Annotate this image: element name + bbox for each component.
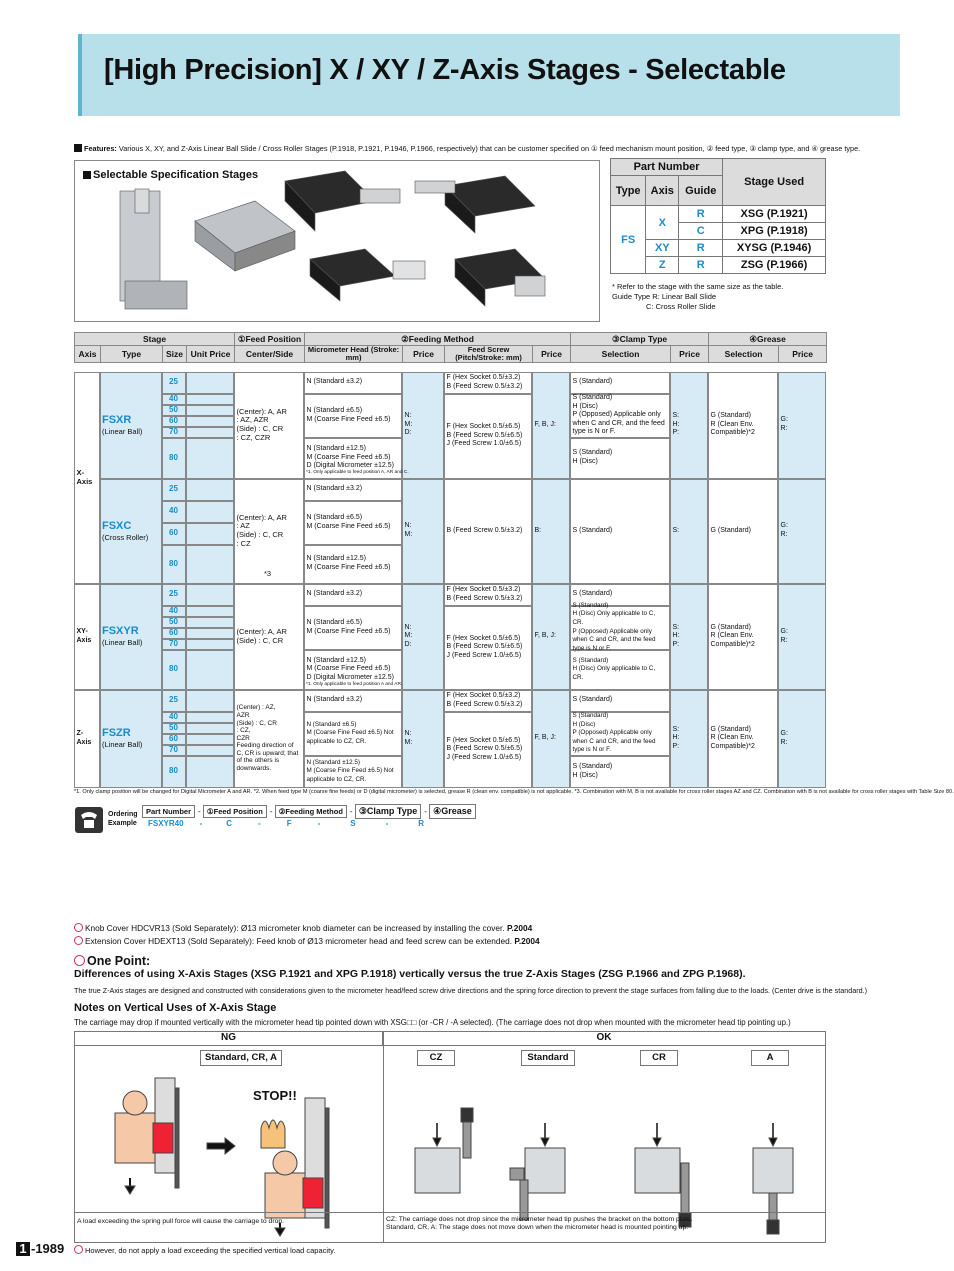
mh-note: *1. Only applicable to feed position A, AR and C. [306, 470, 409, 475]
mh-cell: N (Standard ±12.5) M (Coarse Fine Feed ±6.5) Not applicable to CZ, CR. [304, 756, 402, 788]
unit-price-cell [186, 628, 234, 639]
ok-header: OK [383, 1032, 825, 1046]
unit-price-cell [186, 438, 234, 479]
feed-position-cell: (Center): A, AR (Side) : C, CR [234, 584, 304, 690]
fs-cell: F (Hex Socket 0.5/±3.2) B (Feed Screw 0.5/±3.2) [444, 372, 532, 394]
size-cell: 50 [162, 723, 186, 734]
feed-position-cell: (Center): A, AR : AZ (Side) : C, CR : CZ [234, 479, 304, 584]
unit-price-cell [186, 617, 234, 628]
grease-cell: G (Standard) R (Clean Env. Compatible)*2 [708, 584, 778, 690]
fs-cell: F (Hex Socket 0.5/±6.5) B (Feed Screw 0.5/±6.5) J (Feed Screw 1.0/±6.5) [444, 394, 532, 479]
axis-cell: XY-Axis [74, 584, 100, 690]
feed-position-cell: (Center) : AZ, AZR (Side) : C, CR : CZ, CZR Feeding direction of C, CR is upward; that of the others is downwards. [234, 690, 304, 788]
ok-label-standard: Standard [521, 1050, 575, 1066]
price-cell: G: R: [778, 584, 826, 690]
unit-price-cell [186, 723, 234, 734]
pin-icon [74, 1245, 83, 1254]
part-table-note: * Refer to the stage with the same size as the table. Guide Type R: Linear Ball Slide C: Cross Roller Slide [612, 282, 784, 311]
mh-cell: N (Standard ±6.5) M (Coarse Fine Feed ±6.5) [304, 501, 402, 545]
size-cell: 70 [162, 745, 186, 756]
grease-cell: G (Standard) R (Clean Env. Compatible)*2 [708, 690, 778, 788]
clamp-cell: S (Standard) [570, 690, 670, 712]
grease-cell: G (Standard) [708, 479, 778, 584]
size-cell: 25 [162, 690, 186, 712]
spec-table: Stage ①Feed Position ②Feeding Method ③Clamp Type ④Grease Axis Type Size Unit Price Center/Side Micrometer Head (Stroke: mm) Price Feed Screw (Pitch/Stroke: mm) Price Selection Price Selection Price [74, 332, 827, 363]
type-cell: FS [611, 206, 646, 274]
mh-cell: N (Standard ±3.2) [304, 479, 402, 501]
size-cell: 40 [162, 501, 186, 523]
clamp-cell: S (Standard) H (Disc) P (Opposed) Applicable only when C and CR, and the feed type is N or F. [570, 394, 670, 438]
feed-position-cell: (Center): A, AR : AZ, AZR (Side) : C, CR : CZ, CZR [234, 372, 304, 479]
fs-cell: B (Feed Screw 0.5/±3.2) [444, 479, 532, 584]
price-cell: B: [532, 479, 570, 584]
size-cell: 60 [162, 628, 186, 639]
clamp-cell: S (Standard) H (Disc) Only applicable to C, CR. P (Opposed) Applicable only when C and CR, and the feed type is N or F. [570, 606, 670, 650]
footnotes: *1. Only clamp position will be changed for Digital Micrometer A and AR. *2. When feed type M (coarse fine feeds) or D (digital micrometer) is selected, grease R (clean env. compatible) is not applicable. *3. Combination with M, B is not available for cross roller stages AZ and CZ. Combination with B is not available for cross roller stages with Table Size 80. [74, 789, 954, 795]
page-number: 1 -1989 [16, 1241, 64, 1256]
size-cell: 25 [162, 372, 186, 394]
one-point-title: One Point: [74, 954, 150, 968]
features-line: Features: Various X, XY, and Z-Axis Linear Ball Slide / Cross Roller Stages (P.1918, P.1921, P.1946, P.1966, respectively) that can be customer specified on ① feed mechanism mount position, ② feed type, ③ clamp type, and ④ grease type. [74, 144, 834, 153]
price-cell: F, B, J: [532, 584, 570, 690]
price-cell: N: M: [402, 690, 444, 788]
vertical-notes-title: Notes on Vertical Uses of X-Axis Stage [74, 1002, 277, 1014]
ok-caption: CZ: The carriage does not drop since the micrometer head tip pushes the bracket on the bottom plate. Standard, CR, A: The stage does not move down when the micrometer head is mounted pointing up. [383, 1212, 825, 1242]
ok-label-cr: CR [640, 1050, 678, 1066]
type-name: FSXC (Cross Roller) [102, 519, 149, 542]
note-extension-cover: Extension Cover HDEXT13 (Sold Separately): Feed knob of Ø13 micrometer head and feed screw can be extended. P.2004 [74, 936, 540, 946]
price-cell: F, B, J: [532, 690, 570, 788]
clamp-cell: S (Standard) H (Disc) [570, 756, 670, 788]
size-cell: 80 [162, 438, 186, 479]
size-cell: 60 [162, 416, 186, 427]
mh-cell: N (Standard ±6.5) M (Coarse Fine Feed ±6.5) Not applicable to CZ, CR. [304, 712, 402, 756]
unit-price-cell [186, 394, 234, 405]
axis-cell: Z-Axis [74, 690, 100, 788]
spec-grid [74, 372, 826, 788]
unit-price-cell [186, 712, 234, 723]
clamp-cell: S (Standard) [570, 479, 670, 584]
price-cell: G: R: [778, 372, 826, 479]
unit-price-cell [186, 501, 234, 523]
size-cell: 80 [162, 756, 186, 788]
mh-cell: N (Standard ±3.2) [304, 372, 402, 394]
mh-cell: N (Standard ±3.2) [304, 584, 402, 606]
fs-cell: F (Hex Socket 0.5/±3.2) B (Feed Screw 0.5/±3.2) [444, 690, 532, 712]
size-cell: 70 [162, 639, 186, 650]
ok-label-cz: CZ [417, 1050, 455, 1066]
unit-price-cell [186, 545, 234, 584]
size-cell: 80 [162, 650, 186, 690]
unit-price-cell [186, 584, 234, 606]
price-cell: N: M: D: [402, 372, 444, 479]
note-knob-cover: Knob Cover HDCVR13 (Sold Separately): Ø13 micrometer knob diameter can be increased by installing the cover. P.2004 [74, 923, 532, 933]
ordering-label: Ordering Example [108, 811, 138, 827]
price-cell: S: H: P: [670, 372, 708, 479]
size-cell: 40 [162, 606, 186, 617]
type-name: FSXYR (Linear Ball) [102, 625, 143, 647]
size-cell: 40 [162, 712, 186, 723]
differences-text: The true Z-Axis stages are designed and constructed with considerations given to the micrometer head/feed screw drive directions and the spring force direction to prevent the stage surfaces from falling due to the loads. (Center drive is the standard.) [74, 986, 868, 995]
unit-price-cell [186, 606, 234, 617]
fs-cell: F (Hex Socket 0.5/±3.2) B (Feed Screw 0.5/±3.2) [444, 584, 532, 606]
size-cell: 25 [162, 479, 186, 501]
ok-label-a: A [751, 1050, 789, 1066]
size-cell: 70 [162, 427, 186, 438]
unit-price-cell [186, 405, 234, 416]
unit-price-cell [186, 734, 234, 745]
stage-photos [75, 161, 601, 323]
ng-header: NG [75, 1032, 383, 1046]
last-note: However, do not apply a load exceeding the specified vertical load capacity. [74, 1245, 335, 1255]
ng-ok-box [74, 1031, 826, 1243]
fp-note: *3 [264, 569, 272, 578]
clamp-cell: S (Standard) H (Disc) [570, 438, 670, 479]
price-cell: G: R: [778, 479, 826, 584]
ordering-values: FSXYR40 - C - F - S - R [148, 819, 425, 828]
unit-price-cell [186, 650, 234, 690]
size-cell: 60 [162, 734, 186, 745]
price-cell: F, B, J: [532, 372, 570, 479]
pin-icon [74, 936, 83, 945]
fs-cell: F (Hex Socket 0.5/±6.5) B (Feed Screw 0.5/±6.5) J (Feed Screw 1.0/±6.5) [444, 712, 532, 788]
price-cell: G: R: [778, 690, 826, 788]
part-number-table: Part Number Stage Used Type Axis Guide FS X R XSG (P.1921) C XPG (P.1918) XY R XYSG (P.1946) Z R ZSG (P.1966) [610, 158, 826, 274]
ng-caption: A load exceeding the spring pull force will cause the carriage to drop. [75, 1212, 383, 1242]
size-cell: 25 [162, 584, 186, 606]
differences-title: Differences of using X-Axis Stages (XSG P.1921 and XPG P.1918) vertically versus the true Z-Axis Stages (ZSG P.1966 and ZPG P.1968). [74, 968, 746, 980]
size-cell: 50 [162, 405, 186, 416]
ordering-example [74, 802, 574, 836]
clamp-cell: S (Standard) [570, 372, 670, 394]
unit-price-cell [186, 416, 234, 427]
clamp-cell: S (Standard) [570, 584, 670, 606]
page-title: [High Precision] X / XY / Z-Axis Stages - Selectable [104, 54, 786, 86]
size-cell: 40 [162, 394, 186, 405]
fs-cell: F (Hex Socket 0.5/±6.5) B (Feed Screw 0.5/±6.5) J (Feed Screw 1.0/±6.5) [444, 606, 532, 690]
price-cell: N: M: D: [402, 584, 444, 690]
mh-cell: N (Standard ±12.5) M (Coarse Fine Feed ±6.5) D (Digital Micrometer ±12.5) [304, 650, 402, 690]
pin-icon [74, 955, 85, 966]
vertical-notes-text: The carriage may drop if mounted vertically with the micrometer head tip pointed down with XSG□□ (or -CR / -A selected). (The carriage does not drop when mounted with the micrometer head tip pointing up.) [74, 1018, 791, 1027]
unit-price-cell [186, 479, 234, 501]
title-banner [78, 34, 900, 116]
unit-price-cell [186, 639, 234, 650]
clamp-cell: S (Standard) H (Disc) P (Opposed) Applicable only when C and CR, and the feed type is N or F. [570, 712, 670, 756]
type-name: FSZR (Linear Ball) [102, 727, 143, 749]
type-name: FSXR (Linear Ball) [102, 413, 143, 436]
grease-cell: G (Standard) R (Clean Env. Compatible)*2 [708, 372, 778, 479]
clamp-cell: S (Standard) H (Disc) Only applicable to C, CR. [570, 650, 670, 690]
mh-cell: N (Standard ±3.2) [304, 690, 402, 712]
price-cell: S: [670, 479, 708, 584]
mh-cell: N (Standard ±6.5) M (Coarse Fine Feed ±6.5) [304, 394, 402, 438]
ordering-headers: Part Number - ①Feed Position - ②Feeding Method - ③Clamp Type - ④Grease [142, 804, 479, 819]
mh-note: *1. Only applicable to feed position A and AR. [306, 682, 403, 687]
unit-price-cell [186, 756, 234, 788]
unit-price-cell [186, 427, 234, 438]
ng-label: Standard, CR, A [200, 1050, 282, 1066]
price-cell: S: H: P: [670, 584, 708, 690]
unit-price-cell [186, 372, 234, 394]
size-cell: 60 [162, 523, 186, 545]
stop-text: STOP!! [253, 1088, 297, 1103]
selectable-title: Selectable Specification Stages [83, 169, 258, 181]
size-cell: 50 [162, 617, 186, 628]
unit-price-cell [186, 690, 234, 712]
pin-icon [74, 923, 83, 932]
mh-cell: N (Standard ±6.5) M (Coarse Fine Feed ±6.5) [304, 606, 402, 650]
phone-icon [74, 806, 104, 834]
unit-price-cell [186, 523, 234, 545]
axis-cell: X-Axis [74, 372, 100, 584]
mh-cell: N (Standard ±12.5) M (Coarse Fine Feed ±6.5) [304, 545, 402, 584]
selectable-stages-box [74, 160, 600, 322]
size-cell: 80 [162, 545, 186, 584]
price-cell: N: M: [402, 479, 444, 584]
price-cell: S: H: P: [670, 690, 708, 788]
unit-price-cell [186, 745, 234, 756]
mh-cell: N (Standard ±12.5) M (Coarse Fine Feed ±6.5) D (Digital Micrometer ±12.5) [304, 438, 402, 479]
